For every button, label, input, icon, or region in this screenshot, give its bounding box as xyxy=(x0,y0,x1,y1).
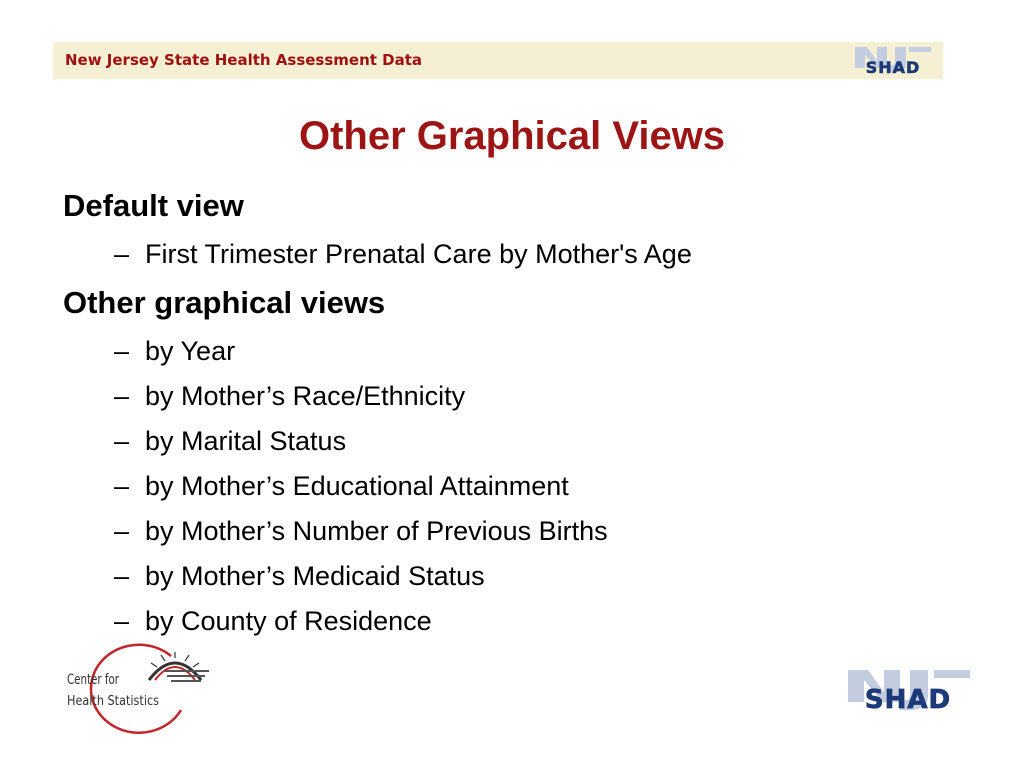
list-item xyxy=(114,381,465,412)
center-for-health-statistics-logo xyxy=(53,642,223,734)
section-heading-default-view: Default view xyxy=(63,188,244,223)
list-item-text: First Trimester Prenatal Care by Mother's Age xyxy=(145,239,692,269)
nj-department-seal-icon xyxy=(149,652,209,682)
list-item xyxy=(114,426,346,457)
list-item xyxy=(114,471,569,502)
bullet-dash: – xyxy=(114,471,130,501)
nj-shad-logo xyxy=(851,45,935,77)
bullet-dash: – xyxy=(114,426,130,456)
section-heading-other-views: Other graphical views xyxy=(63,285,386,320)
list-item xyxy=(114,239,692,270)
header-bar xyxy=(53,42,943,79)
list-item-text: by Marital Status xyxy=(145,426,347,456)
list-item-text: by County of Residence xyxy=(145,606,432,636)
chs-logo-line2: Health Statistics xyxy=(67,694,160,709)
bullet-dash: – xyxy=(114,516,130,546)
header-logo-text: SHAD xyxy=(865,58,921,77)
list-item-text: by Mother’s Race/Ethnicity xyxy=(145,381,466,411)
list-item-text: by Mother’s Number of Previous Births xyxy=(145,516,608,546)
footer-logo-text: SHAD xyxy=(864,685,952,715)
list-item-text: by Year xyxy=(145,336,236,366)
list-item xyxy=(114,606,432,637)
header-title: New Jersey State Health Assessment Data xyxy=(65,51,423,69)
bullet-dash: – xyxy=(114,336,130,366)
logo-ring-icon xyxy=(91,645,181,733)
bullet-dash: – xyxy=(114,606,130,636)
chs-logo-line1: Center for xyxy=(67,672,120,688)
bullet-dash: – xyxy=(114,381,130,411)
list-item-text: by Mother’s Educational Attainment xyxy=(145,471,569,501)
list-item xyxy=(114,516,608,547)
list-item xyxy=(114,561,485,592)
nj-shad-logo-footer xyxy=(842,668,974,716)
bullet-dash: – xyxy=(114,561,130,591)
slide-title: Other Graphical Views xyxy=(298,114,726,158)
bullet-dash: – xyxy=(114,239,130,269)
list-item xyxy=(114,336,235,367)
list-item-text: by Mother’s Medicaid Status xyxy=(145,561,485,591)
